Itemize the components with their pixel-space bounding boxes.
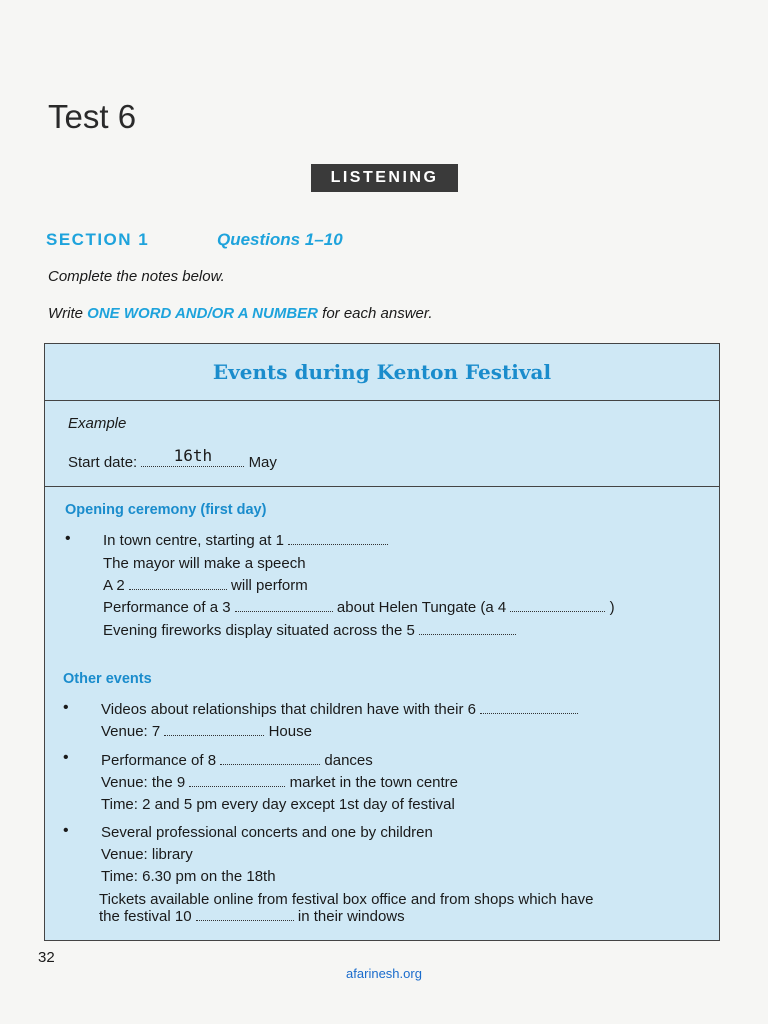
concerts-line-5-post: in their windows [297,908,405,925]
bullet-dances: • [63,749,69,766]
concerts-line-5 [99,908,405,925]
listening-badge: LISTENING [311,164,458,192]
bullet-concerts: • [63,822,69,839]
opening-line-4-mid: about Helen Tungate (a 4 [336,599,507,616]
page-number: 32 [38,949,55,966]
opening-line-2: The mayor will make a speech [103,555,306,572]
concerts-line-1: Several professional concerts and one by children [101,824,433,841]
example-line [68,446,277,471]
answer-blank-3[interactable] [235,599,333,612]
example-answer: 16th [173,446,213,465]
example-answer-blank [141,446,244,467]
dances-line-1 [101,752,373,769]
opening-line-4 [103,599,615,616]
videos-line-1 [101,701,578,718]
footer-site-link[interactable]: afarinesh.org [346,966,422,981]
notes-title: Events during Kenton Festival [45,344,719,401]
page-title: Test 6 [48,98,137,135]
notes-box [44,343,720,941]
instruction-word-limit-post: for each answer. [318,305,433,322]
concerts-line-3: Time: 6.30 pm on the 18th [101,868,276,885]
answer-blank-2[interactable] [129,577,227,590]
answer-blank-5[interactable] [419,622,516,635]
instruction-word-limit [48,305,433,322]
instruction-word-limit-highlight: ONE WORD AND/OR A NUMBER [87,305,318,322]
videos-line-1-text: Videos about relationships that children have with their 6 [101,701,476,718]
dances-line-2-pre: Venue: the 9 [101,774,186,791]
dances-line-2 [101,774,458,791]
answer-blank-9[interactable] [189,774,285,787]
answer-blank-1[interactable] [288,532,388,545]
concerts-line-2: Venue: library [101,846,193,863]
opening-ceremony-heading: Opening ceremony (first day) [65,502,267,518]
concerts-line-4: Tickets available online from festival box office and from shops which have [99,891,594,908]
answer-blank-6[interactable] [480,701,578,714]
answer-blank-8[interactable] [220,752,320,765]
answer-blank-4[interactable] [510,599,605,612]
videos-line-2-pre: Venue: 7 [101,723,161,740]
opening-line-4-pre: Performance of a 3 [103,599,231,616]
example-suffix: May [248,454,277,471]
bullet-videos: • [63,699,69,716]
dances-line-1-pre: Performance of 8 [101,752,217,769]
bullet-opening: • [65,530,71,547]
instruction-complete-notes: Complete the notes below. [48,268,225,285]
videos-line-2 [101,723,312,740]
answer-blank-7[interactable] [164,723,264,736]
questions-range: Questions 1–10 [217,230,343,249]
other-events-heading: Other events [63,671,152,687]
opening-line-5 [103,622,516,639]
dances-line-1-post: dances [324,752,373,769]
section-label: SECTION 1 [46,230,150,249]
opening-line-5-text: Evening fireworks display situated across the 5 [103,622,415,639]
dances-line-3: Time: 2 and 5 pm every day except 1st day of festival [101,796,455,813]
concerts-line-5-pre: the festival 10 [99,908,192,925]
opening-line-3-pre: A 2 [103,577,125,594]
opening-line-4-close: ) [609,599,615,616]
answer-blank-10[interactable] [196,908,294,921]
dances-line-2-post: market in the town centre [289,774,459,791]
example-prefix: Start date: [68,454,138,471]
instruction-word-limit-pre: Write [48,305,88,322]
opening-line-3 [103,577,308,594]
example-label: Example [68,415,127,432]
opening-line-3-post: will perform [231,577,308,594]
videos-line-2-post: House [268,723,312,740]
opening-line-1 [103,532,388,549]
example-block [45,401,719,487]
opening-line-1-text: In town centre, starting at 1 [103,532,284,549]
